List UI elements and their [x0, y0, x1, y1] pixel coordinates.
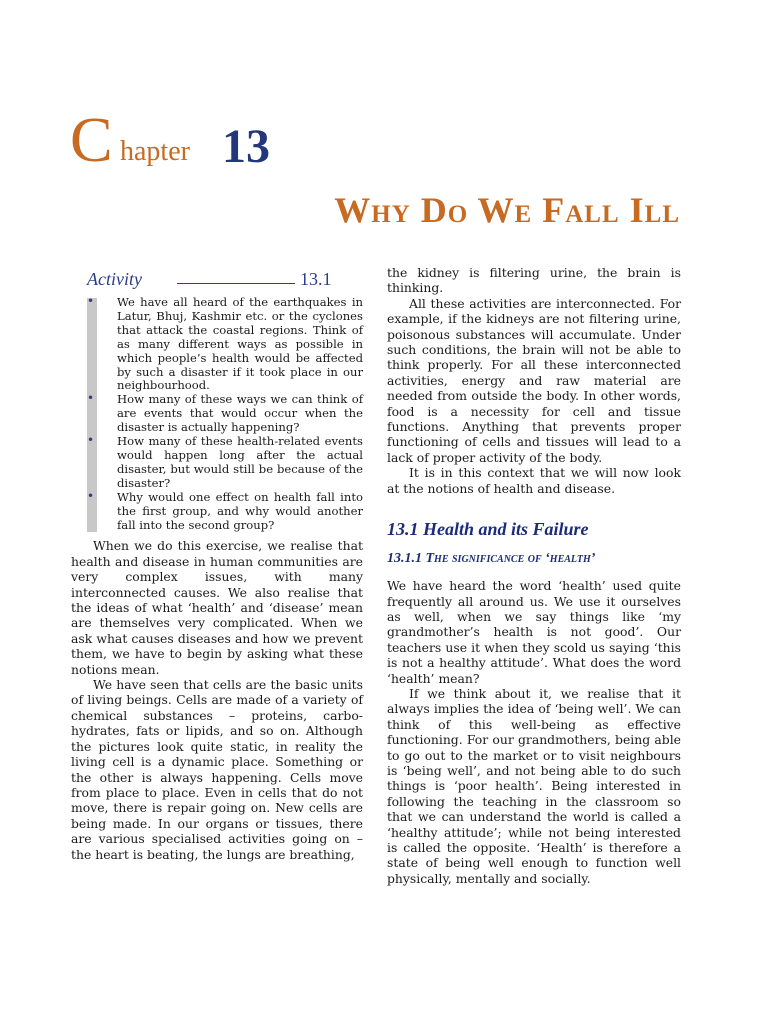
activity-item [87, 433, 363, 491]
body-paragraph: We have seen that cells are the basic units of living beings. Cells are made of a variety of chemical substances – proteins, carbo-hydrates, fats or lipids, and so on. Although the pictures look quite static, in reality the living cell is a dynamic place. Something or the other is always happening. Cells move from place to place. Even in cells that do not move, there is repair going on. New cells are being made. In our organs or tissues, there are various specialised activities going on – the heart is beating, the lungs are breathing, [71, 677, 363, 862]
bullet-icon: • [87, 294, 95, 308]
activity-number: 13.1 [300, 269, 332, 289]
chapter-number: 13 [222, 120, 270, 173]
bullet-icon: • [87, 391, 95, 406]
right-column [387, 265, 681, 886]
bullet-icon: • [87, 433, 95, 448]
activity-item [87, 488, 363, 533]
activity-label: Activity [87, 269, 142, 289]
body-paragraph: All these activities are interconnected. For example, if the kidneys are not filtering urine, poisonous substances will accumulate. Under such conditions, the brain will not be able to think properly. For all these interconnected activities, energy and raw material are needed from outside the body. In other words, food is a necessity for cell and tissue functions. Anything that prevents proper functioning of cells and tissues will lead to a lack of proper activity of the body. [387, 295, 681, 465]
section-title: 13.1 Health and its Failure [387, 519, 589, 540]
activity-item-text: How many of these ways we can think of are events that would occur when the disaster is actually happening? [117, 392, 363, 435]
activity-item-text: How many of these health-related events would happen long after the actual disaster, but would still be because of the disaster? [117, 434, 363, 490]
activity-item-text: We have all heard of the earthquakes in Latur, Bhuj, Kashmir etc. or the cyclones that attack the coastal regions. Think of as many different ways as possible in which people’s health would be affected by such a disaster if it took place in our neighbourhood. [117, 295, 363, 393]
chapter-word: hapter [120, 136, 190, 167]
activity-item [87, 391, 363, 435]
activity-box [71, 296, 363, 532]
activity-rule [177, 283, 295, 284]
left-column [71, 262, 363, 862]
bullet-icon: • [87, 488, 95, 503]
activity-item [87, 294, 363, 393]
chapter-title: Why Do We Fall Ill [334, 190, 680, 230]
body-paragraph: If we think about it, we realise that it always implies the idea of ‘being well’. We can think of this well-being as effective functioning. For our grandmothers, being able to go out to the market or to visit neighbours is ‘being well’, and not being able to do such things is ‘poor health’. Being interested in following the teaching in the classroom so that we can understand the world is called a ‘healthy attitude’; while not being interested is called the opposite. ‘Health’ is therefore a state of being well enough to function well physically, mentally and socially. [387, 685, 681, 886]
body-paragraph: We have heard the word ‘health’ used quite frequently all around us. We use it ourselves as well, when we say things like ‘my grandmother’s health is not good’. Our teachers use it when they scold us saying ‘this is not a healthy attitude’. What does the word ‘health’ mean? [387, 578, 681, 686]
body-paragraph: When we do this exercise, we realise that health and disease in human communities are very complex issues, with many interconnected causes. We also realise that the ideas of what ‘health’ and ‘disease’ mean are themselves very complicated. When we ask what causes diseases and how we prevent them, we have to begin by asking what these notions mean. [71, 538, 363, 677]
activity-item-text: Why would one effect on health fall into the first group, and why would another fall into the second group? [117, 489, 363, 532]
subsection-title: 13.1.1 The significance of ‘health’ [387, 551, 596, 567]
activity-heading [87, 268, 363, 290]
activity-list [87, 294, 363, 532]
body-paragraph: It is in this context that we will now look at the notions of health and disease. [387, 465, 681, 496]
body-paragraph: the kidney is filtering urine, the brain is thinking. [387, 265, 681, 296]
chapter-initial: C [70, 104, 113, 175]
